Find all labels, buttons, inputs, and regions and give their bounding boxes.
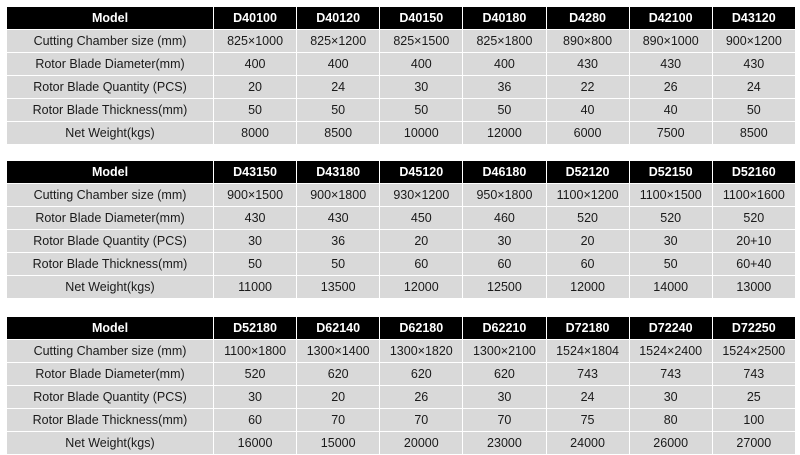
value-cell: 15000 — [297, 432, 380, 455]
value-cell: 900×1200 — [712, 30, 795, 53]
table-row — [7, 207, 796, 230]
table-row — [7, 276, 796, 299]
model-name-cell: D72180 — [546, 317, 629, 340]
value-cell: 20 — [546, 230, 629, 253]
value-cell: 50 — [297, 253, 380, 276]
value-cell: 520 — [629, 207, 712, 230]
value-cell: 620 — [297, 363, 380, 386]
table-row — [7, 184, 796, 207]
model-name-cell: D46180 — [463, 161, 546, 184]
value-cell: 50 — [214, 253, 297, 276]
header-row — [7, 161, 796, 184]
row-label: Rotor Blade Quantity (PCS) — [7, 386, 214, 409]
value-cell: 27000 — [712, 432, 795, 455]
value-cell: 400 — [297, 53, 380, 76]
row-label: Cutting Chamber size (mm) — [7, 184, 214, 207]
row-label: Net Weight(kgs) — [7, 276, 214, 299]
value-cell: 8500 — [712, 122, 795, 145]
value-cell: 520 — [546, 207, 629, 230]
table-row — [7, 432, 796, 455]
value-cell: 60 — [214, 409, 297, 432]
model-name-cell: D4280 — [546, 7, 629, 30]
table-row — [7, 230, 796, 253]
value-cell: 20 — [297, 386, 380, 409]
value-cell: 12000 — [380, 276, 463, 299]
model-header-label: Model — [7, 161, 214, 184]
value-cell: 1524×2400 — [629, 340, 712, 363]
model-name-cell: D43180 — [297, 161, 380, 184]
row-label: Rotor Blade Thickness(mm) — [7, 253, 214, 276]
model-name-cell: D40150 — [380, 7, 463, 30]
value-cell: 825×1500 — [380, 30, 463, 53]
value-cell: 20 — [380, 230, 463, 253]
table-row — [7, 363, 796, 386]
model-name-cell: D45120 — [380, 161, 463, 184]
model-name-cell: D52160 — [712, 161, 795, 184]
value-cell: 1100×1600 — [712, 184, 795, 207]
value-cell: 30 — [463, 230, 546, 253]
value-cell: 1300×2100 — [463, 340, 546, 363]
model-name-cell: D40100 — [214, 7, 297, 30]
value-cell: 950×1800 — [463, 184, 546, 207]
row-label: Net Weight(kgs) — [7, 432, 214, 455]
value-cell: 30 — [629, 386, 712, 409]
row-label: Rotor Blade Thickness(mm) — [7, 409, 214, 432]
row-label: Rotor Blade Diameter(mm) — [7, 53, 214, 76]
model-name-cell: D72240 — [629, 317, 712, 340]
value-cell: 12000 — [463, 122, 546, 145]
value-cell: 890×1000 — [629, 30, 712, 53]
value-cell: 26 — [380, 386, 463, 409]
value-cell: 30 — [214, 230, 297, 253]
value-cell: 825×1000 — [214, 30, 297, 53]
value-cell: 20000 — [380, 432, 463, 455]
value-cell: 30 — [380, 76, 463, 99]
table-row — [7, 53, 796, 76]
value-cell: 8500 — [297, 122, 380, 145]
value-cell: 100 — [712, 409, 795, 432]
value-cell: 60 — [380, 253, 463, 276]
value-cell: 825×1200 — [297, 30, 380, 53]
value-cell: 60 — [546, 253, 629, 276]
value-cell: 520 — [214, 363, 297, 386]
value-cell: 520 — [712, 207, 795, 230]
model-header-label: Model — [7, 317, 214, 340]
value-cell: 825×1800 — [463, 30, 546, 53]
table-row — [7, 386, 796, 409]
model-name-cell: D62180 — [380, 317, 463, 340]
table-row — [7, 76, 796, 99]
value-cell: 23000 — [463, 432, 546, 455]
value-cell: 7500 — [629, 122, 712, 145]
value-cell: 8000 — [214, 122, 297, 145]
value-cell: 30 — [463, 386, 546, 409]
table-row — [7, 253, 796, 276]
model-name-cell: D52150 — [629, 161, 712, 184]
header-row — [7, 7, 796, 30]
model-name-cell: D42100 — [629, 7, 712, 30]
spec-table-3 — [6, 316, 796, 455]
value-cell: 6000 — [546, 122, 629, 145]
model-name-cell: D40120 — [297, 7, 380, 30]
value-cell: 460 — [463, 207, 546, 230]
value-cell: 1300×1820 — [380, 340, 463, 363]
value-cell: 743 — [629, 363, 712, 386]
value-cell: 1100×1200 — [546, 184, 629, 207]
value-cell: 50 — [712, 99, 795, 122]
value-cell: 450 — [380, 207, 463, 230]
value-cell: 70 — [297, 409, 380, 432]
value-cell: 900×1800 — [297, 184, 380, 207]
value-cell: 30 — [214, 386, 297, 409]
value-cell: 40 — [629, 99, 712, 122]
table-row — [7, 30, 796, 53]
model-name-cell: D43120 — [712, 7, 795, 30]
model-name-cell: D62140 — [297, 317, 380, 340]
value-cell: 20 — [214, 76, 297, 99]
model-header-label: Model — [7, 7, 214, 30]
value-cell: 430 — [214, 207, 297, 230]
value-cell: 12000 — [546, 276, 629, 299]
value-cell: 75 — [546, 409, 629, 432]
value-cell: 60 — [463, 253, 546, 276]
model-name-cell: D40180 — [463, 7, 546, 30]
value-cell: 1524×1804 — [546, 340, 629, 363]
value-cell: 26 — [629, 76, 712, 99]
value-cell: 24 — [712, 76, 795, 99]
model-name-cell: D43150 — [214, 161, 297, 184]
row-label: Rotor Blade Quantity (PCS) — [7, 76, 214, 99]
value-cell: 26000 — [629, 432, 712, 455]
value-cell: 400 — [463, 53, 546, 76]
value-cell: 743 — [546, 363, 629, 386]
value-cell: 1100×1800 — [214, 340, 297, 363]
value-cell: 11000 — [214, 276, 297, 299]
value-cell: 430 — [712, 53, 795, 76]
row-label: Net Weight(kgs) — [7, 122, 214, 145]
value-cell: 50 — [297, 99, 380, 122]
value-cell: 620 — [463, 363, 546, 386]
value-cell: 40 — [546, 99, 629, 122]
table-row — [7, 340, 796, 363]
row-label: Rotor Blade Quantity (PCS) — [7, 230, 214, 253]
value-cell: 13500 — [297, 276, 380, 299]
value-cell: 50 — [629, 253, 712, 276]
value-cell: 80 — [629, 409, 712, 432]
value-cell: 14000 — [629, 276, 712, 299]
row-label: Rotor Blade Diameter(mm) — [7, 207, 214, 230]
value-cell: 1100×1500 — [629, 184, 712, 207]
value-cell: 400 — [380, 53, 463, 76]
value-cell: 22 — [546, 76, 629, 99]
value-cell: 24 — [546, 386, 629, 409]
value-cell: 13000 — [712, 276, 795, 299]
value-cell: 900×1500 — [214, 184, 297, 207]
model-name-cell: D52180 — [214, 317, 297, 340]
value-cell: 10000 — [380, 122, 463, 145]
value-cell: 24 — [297, 76, 380, 99]
row-label: Cutting Chamber size (mm) — [7, 30, 214, 53]
value-cell: 400 — [214, 53, 297, 76]
table-row — [7, 99, 796, 122]
value-cell: 12500 — [463, 276, 546, 299]
value-cell: 20+10 — [712, 230, 795, 253]
value-cell: 70 — [463, 409, 546, 432]
value-cell: 30 — [629, 230, 712, 253]
spec-table-1 — [6, 6, 796, 145]
table-row — [7, 122, 796, 145]
value-cell: 743 — [712, 363, 795, 386]
value-cell: 930×1200 — [380, 184, 463, 207]
row-label: Cutting Chamber size (mm) — [7, 340, 214, 363]
value-cell: 430 — [297, 207, 380, 230]
value-cell: 1524×2500 — [712, 340, 795, 363]
value-cell: 16000 — [214, 432, 297, 455]
header-row — [7, 317, 796, 340]
value-cell: 36 — [297, 230, 380, 253]
value-cell: 70 — [380, 409, 463, 432]
spec-table-2 — [6, 160, 796, 299]
value-cell: 25 — [712, 386, 795, 409]
value-cell: 430 — [629, 53, 712, 76]
value-cell: 50 — [463, 99, 546, 122]
value-cell: 50 — [214, 99, 297, 122]
value-cell: 1300×1400 — [297, 340, 380, 363]
value-cell: 620 — [380, 363, 463, 386]
model-name-cell: D72250 — [712, 317, 795, 340]
model-name-cell: D62210 — [463, 317, 546, 340]
model-name-cell: D52120 — [546, 161, 629, 184]
value-cell: 60+40 — [712, 253, 795, 276]
value-cell: 36 — [463, 76, 546, 99]
value-cell: 50 — [380, 99, 463, 122]
row-label: Rotor Blade Thickness(mm) — [7, 99, 214, 122]
value-cell: 24000 — [546, 432, 629, 455]
value-cell: 430 — [546, 53, 629, 76]
table-row — [7, 409, 796, 432]
row-label: Rotor Blade Diameter(mm) — [7, 363, 214, 386]
value-cell: 890×800 — [546, 30, 629, 53]
